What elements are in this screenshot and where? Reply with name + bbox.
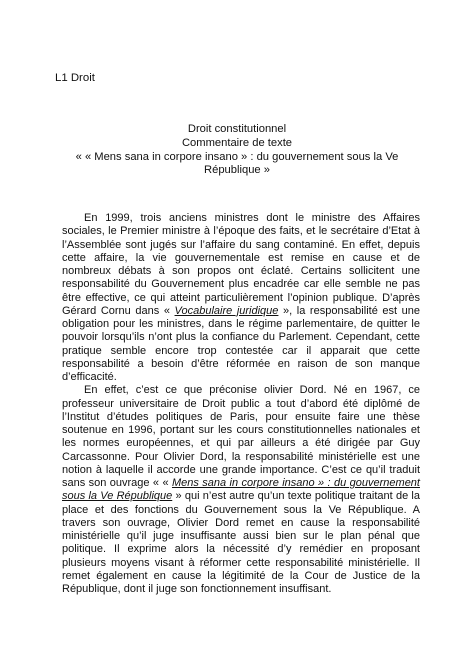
paragraph-2 (62, 384, 420, 596)
body-text (62, 212, 420, 596)
title-block (50, 123, 424, 178)
subject-title: Droit constitutionnel (187, 123, 287, 135)
paragraph-1-text-b: », la responsabilité est une obligation pour les ministres, dans le régime parlementaire, de quitter le pouvoir lorsqu’ils n’ont plus la confiance du Parlement. Cependant, cette pratique semble encore trop contestée car il apparait que cette responsabilité a besoin d’être réformée en raison de son manque d’efficacité. (62, 304, 421, 383)
paragraph-1 (62, 212, 420, 384)
paragraph-2-text-b: » qui n’est autre qu’un texte politique traitant de la place et des fonctions du Gouvernement sous la Ve République. A travers son ouvrage, Olivier Dord remet en cause la responsabilité ministérielle qu’il juge insuffisante aussi bien sur le plan pénal que politique. Il exprime alors la nécessité d’y remédier en proposant plusieurs moyens visant à réformer cette responsabilité ministérielle. Il remet également en cause la légitimité de la Cour de Justice de la République, dont il juge son fonctionnement insuffisant. (62, 490, 420, 595)
document-type: Commentaire de texte (181, 136, 293, 149)
document-subtitle: « « Mens sana in corpore insano » : du gouvernement sous la Ve République » (75, 150, 399, 177)
paragraph-1-text-a: En 1999, trois anciens ministres dont le ministre des Affaires sociales, le Premier ministre à l’époque des faits, et le secrétaire d’Etat à l’Assemblée sont jugés sur l’affaire du sang contaminé. En effet, depuis cette affaire, la vie gouvernementale est remise en cause et de nombreux débats à son propos ont éclaté. Certains sollicitent une responsabilité du Gouvernement plus encadrée car elle semble ne pas être effective, ce qui atteint particulièrement l’opinion publique. D’après Gérard Cornu dans « (62, 212, 420, 317)
reference-vocabulaire-juridique: Vocabulaire juridique (174, 304, 279, 317)
reference-mens-sana: Mens sana in corpore insano » : du gouvernement sous la Ve République (62, 477, 420, 503)
paragraph-2-text-a: En effet, c’est ce que préconise olivier Dord. Né en 1967, ce professeur universitaire de Droit public a tout d’abord été diplômé de l’Institut d’études politiques de Paris, pour ensuite faire une thèse soutenue en 1996, portant sur les cours constitutionnelles nationales et les normes européennes, et qui par ailleurs a été dirigée par Guy Carcassonne. Pour Olivier Dord, la responsabilité ministérielle est une notion à laquelle il accorde une grande importance. C’est ce qu’il traduit sans son ouvrage « « (62, 384, 420, 489)
course-label: L1 Droit (55, 72, 95, 84)
